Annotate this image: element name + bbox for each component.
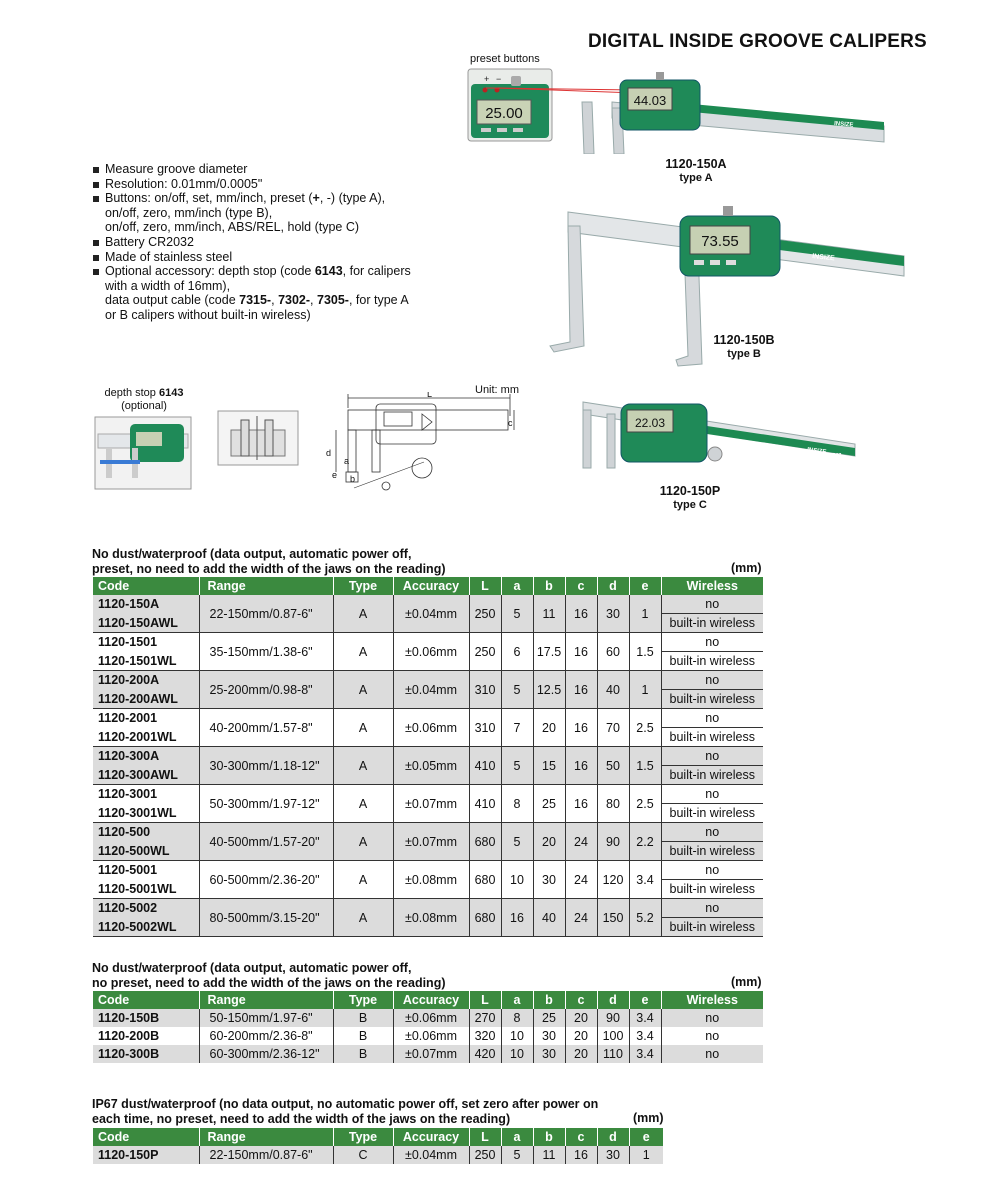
wireless-cell: built-in wireless [661,880,763,899]
code-cell: 1120-200B [93,1027,199,1045]
b-cell: 17.5 [533,633,565,671]
depth-stop-label: depth stop 6143 (optional) [104,387,184,412]
column-header: b [533,577,565,595]
column-header: a [501,577,533,595]
d-cell: 70 [597,709,629,747]
a-cell: 5 [501,595,533,633]
d-cell: 100 [597,1027,629,1045]
table-row [93,1009,763,1027]
code-cell: 1120-5002 [93,899,199,918]
feature-item: Buttons: on/off, set, mm/inch, preset (+, -) (type A), on/off, zero, mm/inch (type B), on/off, zero, mm/inch, ABS/REL, hold (type C) [92,191,452,235]
page-title: DIGITAL INSIDE GROOVE CALIPERS [588,31,927,52]
L-cell: 310 [469,671,501,709]
ip67-mark: IP67 [831,453,842,459]
column-header: d [597,991,629,1009]
range-cell: 35-150mm/1.38-6" [199,633,333,671]
dim-label-d: d [326,448,332,458]
table-row [93,595,763,614]
d-cell: 60 [597,633,629,671]
b-cell: 11 [533,595,565,633]
wireless-cell: no [661,709,763,728]
table-row [93,1027,763,1045]
accuracy-cell: ±0.07mm [393,785,469,823]
inset-display-value: 25.00 [485,105,523,122]
b-cell: 30 [533,861,565,899]
a-cell: 10 [501,861,533,899]
code-cell: 1120-500WL [93,842,199,861]
column-header: a [501,991,533,1009]
range-cell: 50-300mm/1.97-12" [199,785,333,823]
preset-buttons-label: preset buttons [470,53,540,65]
dim-label-L: L [427,392,433,399]
unit-label: Unit: mm [475,384,519,396]
e-cell: 3.4 [629,1027,661,1045]
a-cell: 8 [501,1009,533,1027]
wireless-cell: built-in wireless [661,728,763,747]
table-row [93,671,763,690]
caliper-type-c-image [577,396,859,474]
L-cell: 420 [469,1045,501,1063]
column-header: Type [333,991,393,1009]
accuracy-cell: ±0.07mm [393,1045,469,1063]
e-cell: 1 [629,595,661,633]
wireless-cell: no [661,1009,763,1027]
type-cell: B [333,1009,393,1027]
code-cell: 1120-3001WL [93,804,199,823]
table3 [93,1128,663,1164]
wireless-cell: built-in wireless [661,842,763,861]
e-cell: 3.4 [629,1009,661,1027]
d-cell: 90 [597,1009,629,1027]
e-cell: 2.5 [629,709,661,747]
c-cell: 24 [565,823,597,861]
accuracy-cell: ±0.06mm [393,633,469,671]
preset-buttons-inset-image [467,68,553,142]
type-cell: A [333,785,393,823]
feature-item: Resolution: 0.01mm/0.0005" [92,177,452,192]
feature-item: Optional accessory: depth stop (code 6143, for calipers with a width of 16mm), data output cable (code 7315-, 7302-, 7305-, for type A or B calipers without built-in wireless) [92,264,452,322]
column-header: Code [93,1128,199,1146]
code-cell: 1120-300B [93,1045,199,1063]
d-cell: 30 [597,1146,629,1164]
b-cell: 20 [533,709,565,747]
dim-label-b: b [350,474,356,484]
column-header: L [469,577,501,595]
table-row [93,1146,663,1164]
feature-item: Made of stainless steel [92,250,452,265]
code-cell: 1120-300A [93,747,199,766]
L-cell: 250 [469,1146,501,1164]
caliper-a-display: 44.03 [633,93,667,108]
code-cell: 1120-200AWL [93,690,199,709]
model-caption-a: 1120-150A type A [665,157,727,184]
table1 [93,577,763,937]
accuracy-cell: ±0.08mm [393,899,469,937]
column-header: Accuracy [393,991,469,1009]
c-cell: 20 [565,1027,597,1045]
d-cell: 150 [597,899,629,937]
table1-heading: No dust/waterproof (data output, automatic power off, preset, no need to add the width of the jaws on the reading) [92,547,446,576]
column-header: Accuracy [393,1128,469,1146]
type-cell: A [333,709,393,747]
c-cell: 16 [565,595,597,633]
column-header: e [629,991,661,1009]
a-cell: 6 [501,633,533,671]
column-header: Type [333,577,393,595]
table2-unit: (mm) [731,975,762,989]
accuracy-cell: ±0.04mm [393,595,469,633]
wireless-cell: built-in wireless [661,652,763,671]
wireless-cell: no [661,785,763,804]
range-cell: 22-150mm/0.87-6" [199,595,333,633]
table3-unit: (mm) [633,1111,664,1125]
a-cell: 5 [501,1146,533,1164]
type-cell: A [333,671,393,709]
feature-item: Battery CR2032 [92,235,452,250]
d-cell: 50 [597,747,629,785]
d-cell: 110 [597,1045,629,1063]
type-cell: C [333,1146,393,1164]
code-cell: 1120-5002WL [93,918,199,937]
e-cell: 1.5 [629,633,661,671]
c-cell: 16 [565,709,597,747]
a-cell: 10 [501,1045,533,1063]
d-cell: 80 [597,785,629,823]
wireless-cell: built-in wireless [661,690,763,709]
table3-heading: IP67 dust/waterproof (no data output, no automatic power off, set zero after power on each time, no preset, need to add the width of the jaws on the reading) [92,1097,599,1126]
table-row [93,785,763,804]
wireless-cell: no [661,747,763,766]
code-cell: 1120-5001 [93,861,199,880]
L-cell: 250 [469,595,501,633]
accuracy-cell: ±0.07mm [393,823,469,861]
brand-logo-c: INSIZE [806,447,827,456]
a-cell: 8 [501,785,533,823]
wireless-cell: no [661,595,763,614]
L-cell: 680 [469,861,501,899]
c-cell: 16 [565,1146,597,1164]
wireless-cell: no [661,861,763,880]
dimension-diagram [324,392,520,494]
wireless-cell: no [661,1027,763,1045]
L-cell: 270 [469,1009,501,1027]
L-cell: 680 [469,899,501,937]
type-cell: A [333,633,393,671]
column-header: Wireless [661,991,763,1009]
table-row [93,709,763,728]
c-cell: 24 [565,899,597,937]
accuracy-cell: ±0.04mm [393,671,469,709]
L-cell: 250 [469,633,501,671]
table-row [93,633,763,652]
svg-text:−: − [496,74,502,84]
d-cell: 30 [597,595,629,633]
d-cell: 120 [597,861,629,899]
b-cell: 12.5 [533,671,565,709]
c-cell: 16 [565,747,597,785]
b-cell: 15 [533,747,565,785]
model-caption-b: 1120-150B type B [713,333,775,360]
b-cell: 30 [533,1027,565,1045]
c-cell: 16 [565,785,597,823]
wireless-cell: no [661,899,763,918]
type-cell: A [333,861,393,899]
a-cell: 10 [501,1027,533,1045]
code-cell: 1120-150AWL [93,614,199,633]
feature-item: Measure groove diameter [92,162,452,177]
a-cell: 16 [501,899,533,937]
c-cell: 16 [565,671,597,709]
table2 [93,991,763,1063]
depth-stop-section-image [217,410,299,466]
L-cell: 410 [469,785,501,823]
e-cell: 5.2 [629,899,661,937]
column-header: Accuracy [393,577,469,595]
a-cell: 7 [501,709,533,747]
type-cell: A [333,823,393,861]
table-row [93,823,763,842]
code-cell: 1120-300AWL [93,766,199,785]
L-cell: 410 [469,747,501,785]
column-header: a [501,1128,533,1146]
d-cell: 40 [597,671,629,709]
accuracy-cell: ±0.04mm [393,1146,469,1164]
range-cell: 60-200mm/2.36-8" [199,1027,333,1045]
wireless-cell: built-in wireless [661,614,763,633]
code-cell: 1120-200A [93,671,199,690]
L-cell: 320 [469,1027,501,1045]
wireless-cell: no [661,823,763,842]
b-cell: 25 [533,785,565,823]
code-cell: 1120-150B [93,1009,199,1027]
accuracy-cell: ±0.08mm [393,861,469,899]
dim-label-e: e [332,470,338,480]
e-cell: 3.4 [629,1045,661,1063]
column-header: L [469,1128,501,1146]
column-header: c [565,577,597,595]
c-cell: 20 [565,1045,597,1063]
b-cell: 11 [533,1146,565,1164]
L-cell: 680 [469,823,501,861]
type-cell: A [333,747,393,785]
column-header: Type [333,1128,393,1146]
column-header: d [597,577,629,595]
table-row [93,899,763,918]
c-cell: 16 [565,633,597,671]
e-cell: 3.4 [629,861,661,899]
a-cell: 5 [501,671,533,709]
a-cell: 5 [501,747,533,785]
column-header: b [533,1128,565,1146]
column-header: c [565,1128,597,1146]
column-header: Range [199,1128,333,1146]
e-cell: 2.5 [629,785,661,823]
type-cell: A [333,899,393,937]
features-list [92,162,452,323]
column-header: e [629,577,661,595]
column-header: c [565,991,597,1009]
accuracy-cell: ±0.06mm [393,1027,469,1045]
c-cell: 20 [565,1009,597,1027]
range-cell: 80-500mm/3.15-20" [199,899,333,937]
b-cell: 20 [533,823,565,861]
b-cell: 40 [533,899,565,937]
a-cell: 5 [501,823,533,861]
e-cell: 1 [629,1146,663,1164]
type-cell: B [333,1027,393,1045]
accuracy-cell: ±0.06mm [393,1009,469,1027]
depth-stop-image [94,416,192,490]
column-header: e [629,1128,663,1146]
column-header: Range [199,577,333,595]
code-cell: 1120-5001WL [93,880,199,899]
caliper-type-a-image [572,72,888,154]
range-cell: 22-150mm/0.87-6" [199,1146,333,1164]
range-cell: 60-500mm/2.36-20" [199,861,333,899]
e-cell: 1.5 [629,747,661,785]
d-cell: 90 [597,823,629,861]
code-cell: 1120-150P [93,1146,199,1164]
column-header: Code [93,577,199,595]
code-cell: 1120-2001 [93,709,199,728]
code-cell: 1120-1501WL [93,652,199,671]
caliper-b-display: 73.55 [701,233,739,250]
code-cell: 1120-1501 [93,633,199,652]
b-cell: 25 [533,1009,565,1027]
type-cell: B [333,1045,393,1063]
c-cell: 24 [565,861,597,899]
code-cell: 1120-500 [93,823,199,842]
svg-text:+: + [484,74,490,84]
range-cell: 40-200mm/1.57-8" [199,709,333,747]
column-header: b [533,991,565,1009]
code-cell: 1120-3001 [93,785,199,804]
range-cell: 60-300mm/2.36-12" [199,1045,333,1063]
wireless-cell: no [661,633,763,652]
range-cell: 25-200mm/0.98-8" [199,671,333,709]
wireless-cell: no [661,671,763,690]
code-cell: 1120-2001WL [93,728,199,747]
brand-logo-a: INSIZE [833,121,854,129]
wireless-cell: no [661,1045,763,1063]
table2-heading: No dust/waterproof (data output, automatic power off, no preset, need to add the width of the jaws on the reading) [92,961,446,990]
caliper-c-display: 22.03 [634,416,666,430]
code-cell: 1120-150A [93,595,199,614]
e-cell: 2.2 [629,823,661,861]
table-row [93,747,763,766]
brand-logo-b: INSIZE [811,253,835,263]
range-cell: 30-300mm/1.18-12" [199,747,333,785]
type-cell: A [333,595,393,633]
L-cell: 310 [469,709,501,747]
wireless-cell: built-in wireless [661,766,763,785]
column-header: Wireless [661,577,763,595]
table-row [93,1045,763,1063]
accuracy-cell: ±0.06mm [393,709,469,747]
range-cell: 50-150mm/1.97-6" [199,1009,333,1027]
dim-label-c: c [508,418,513,428]
column-header: L [469,991,501,1009]
accuracy-cell: ±0.05mm [393,747,469,785]
dim-label-a: a [344,456,350,466]
table-row [93,861,763,880]
column-header: Code [93,991,199,1009]
column-header: Range [199,991,333,1009]
wireless-cell: built-in wireless [661,804,763,823]
column-header: d [597,1128,629,1146]
e-cell: 1 [629,671,661,709]
b-cell: 30 [533,1045,565,1063]
table1-unit: (mm) [731,561,762,575]
range-cell: 40-500mm/1.57-20" [199,823,333,861]
model-caption-c: 1120-150P type C [659,484,721,511]
wireless-cell: built-in wireless [661,918,763,937]
